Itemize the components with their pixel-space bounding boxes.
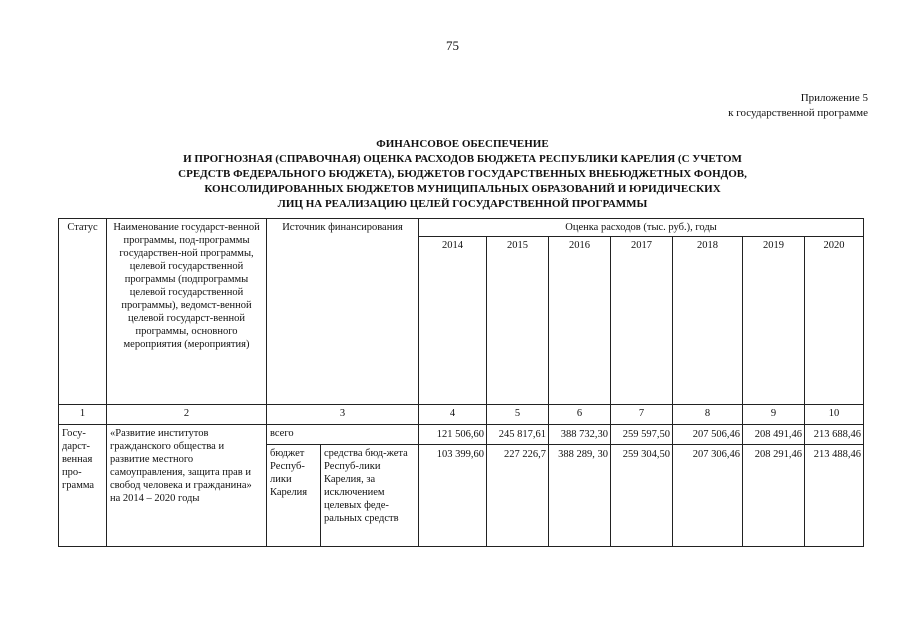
source-budget-label: бюджет Респуб-лики Карелия xyxy=(267,445,321,547)
header-year: 2014 xyxy=(419,237,487,405)
appendix-line-1: Приложение 5 xyxy=(800,92,868,104)
header-year: 2017 xyxy=(611,237,673,405)
column-number: 4 xyxy=(419,405,487,425)
page-number: 75 xyxy=(446,38,459,53)
column-number: 2 xyxy=(107,405,267,425)
appendix-line-2: к государственной программе xyxy=(728,107,868,119)
total-value: 213 688,46 xyxy=(805,425,864,445)
title-line-2: И ПРОГНОЗНАЯ (СПРАВОЧНАЯ) ОЦЕНКА РАСХОДОВ БЮДЖЕТА РЕСПУБЛИКИ КАРЕЛИЯ (С УЧЕТОМ xyxy=(183,153,742,165)
budget-value: 213 488,46 xyxy=(805,445,864,547)
row-program-name: «Развитие институтов гражданского общества и развитие местного самоуправления, защита прав и свобод человека и гражданина» на 2014 – 2020 годы xyxy=(107,425,267,547)
total-value: 388 732,30 xyxy=(549,425,611,445)
column-number: 9 xyxy=(743,405,805,425)
total-value: 208 491,46 xyxy=(743,425,805,445)
total-value: 207 506,46 xyxy=(673,425,743,445)
total-value: 259 597,50 xyxy=(611,425,673,445)
header-year: 2020 xyxy=(805,237,864,405)
financing-table xyxy=(58,218,864,547)
source-total-label: всего xyxy=(267,425,419,445)
title-line-3: СРЕДСТВ ФЕДЕРАЛЬНОГО БЮДЖЕТА), БЮДЖЕТОВ ГОСУДАРСТВЕННЫХ ВНЕБЮДЖЕТНЫХ ФОНДОВ, xyxy=(178,168,747,180)
header-estimate: Оценка расходов (тыс. руб.), годы xyxy=(419,219,864,237)
column-number: 7 xyxy=(611,405,673,425)
total-value: 245 817,61 xyxy=(487,425,549,445)
header-status: Статус xyxy=(59,219,107,405)
title-line-4: КОНСОЛИДИРОВАННЫХ БЮДЖЕТОВ МУНИЦИПАЛЬНЫХ ОБРАЗОВАНИЙ И ЮРИДИЧЕСКИХ xyxy=(204,183,721,195)
budget-value: 259 304,50 xyxy=(611,445,673,547)
column-number: 3 xyxy=(267,405,419,425)
header-name: Наименование государст-венной программы, под-программы государствен-ной программы, целевой государственной программы (подпрограммы целевой государственной программы), ведомст-венной целевой государст-венной программы, основного мероприятия (мероприятия) xyxy=(107,219,267,405)
title-line-1: ФИНАНСОВОЕ ОБЕСПЕЧЕНИЕ xyxy=(376,138,549,150)
header-year: 2015 xyxy=(487,237,549,405)
budget-value: 208 291,46 xyxy=(743,445,805,547)
total-value: 121 506,60 xyxy=(419,425,487,445)
column-number: 5 xyxy=(487,405,549,425)
column-number: 1 xyxy=(59,405,107,425)
header-year: 2016 xyxy=(549,237,611,405)
column-number: 10 xyxy=(805,405,864,425)
budget-value: 227 226,7 xyxy=(487,445,549,547)
document-title xyxy=(60,137,865,212)
appendix-note xyxy=(728,91,868,121)
row-status: Госу-дарст-венная про-грамма xyxy=(59,425,107,547)
budget-value: 207 306,46 xyxy=(673,445,743,547)
budget-value: 388 289, 30 xyxy=(549,445,611,547)
budget-value: 103 399,60 xyxy=(419,445,487,547)
header-year: 2018 xyxy=(673,237,743,405)
source-budget-sublabel: средства бюд-жета Респуб-лики Карелия, за исключением целевых феде-ральных средств xyxy=(321,445,419,547)
header-source: Источник финансирования xyxy=(267,219,419,405)
header-year: 2019 xyxy=(743,237,805,405)
title-line-5: ЛИЦ НА РЕАЛИЗАЦИЮ ЦЕЛЕЙ ГОСУДАРСТВЕННОЙ ПРОГРАММЫ xyxy=(277,198,648,210)
column-number: 6 xyxy=(549,405,611,425)
column-number: 8 xyxy=(673,405,743,425)
